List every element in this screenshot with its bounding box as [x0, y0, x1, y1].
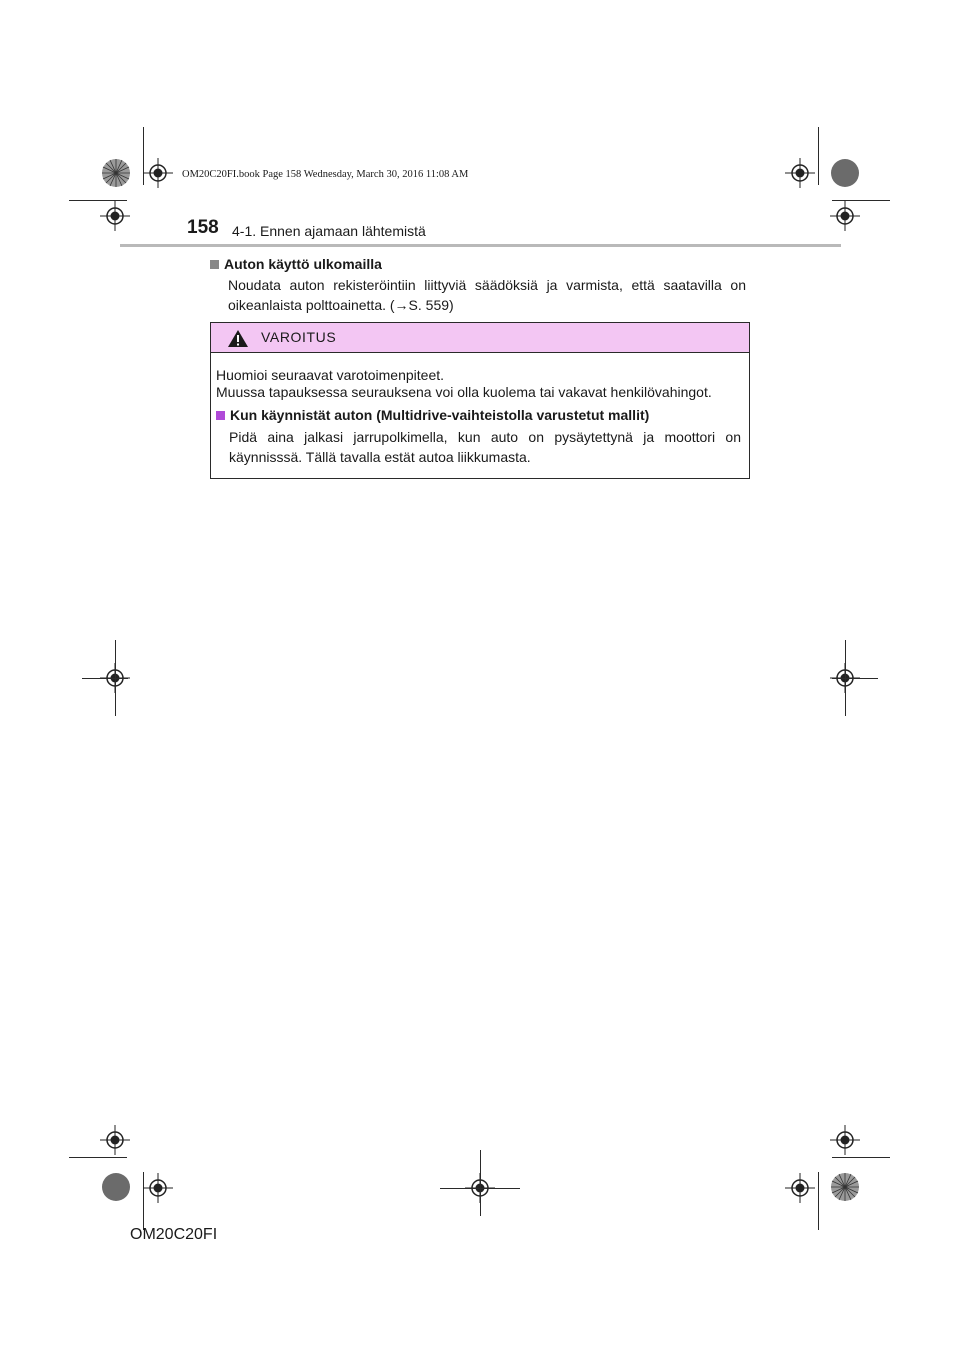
crop-line — [832, 678, 878, 679]
warning-intro-line1: Huomioi seuraavat varotoimenpiteet. — [216, 367, 445, 383]
square-bullet-icon — [210, 260, 219, 269]
warning-subheading — [216, 407, 649, 423]
print-stamp: OM20C20FI.book Page 158 Wednesday, March 30, 2016 11:08 AM — [182, 169, 469, 180]
warning-intro — [216, 367, 744, 401]
solid-disc-mark-icon — [831, 159, 859, 187]
registration-crosshair-icon — [100, 201, 130, 231]
section-paragraph: Noudata auton rekisteröintiin liittyviä säädöksiä ja varmista, että saatavilla on oikeanlaista polttoainetta. (→S. 559) — [228, 277, 746, 313]
section-heading — [210, 256, 382, 272]
registration-crosshair-icon — [785, 1173, 815, 1203]
crop-line — [480, 1150, 481, 1216]
header-rule — [120, 244, 841, 247]
crop-line — [818, 127, 819, 185]
page-number: 158 — [187, 217, 219, 238]
warning-detail: Pidä aina jalkasi jarrupolkimella, kun auto on pysäytettynä ja moottori on käynnisssä. Tällä tavalla estät autoa liikkumasta. — [229, 429, 741, 465]
starburst-mark-icon — [830, 1172, 860, 1202]
solid-disc-mark-icon — [102, 1173, 130, 1201]
warning-header — [211, 323, 749, 353]
registration-crosshair-icon — [830, 201, 860, 231]
warning-intro-line2: Muussa tapauksessa seurauksena voi olla kuolema tai vakavat henkilövahingot. — [216, 384, 712, 400]
section-heading-text: Auton käyttö ulkomailla — [224, 256, 382, 272]
square-bullet-icon — [216, 411, 225, 420]
registration-crosshair-icon — [143, 158, 173, 188]
crop-line — [69, 1157, 127, 1158]
registration-crosshair-icon — [100, 1125, 130, 1155]
registration-crosshair-icon — [785, 158, 815, 188]
registration-crosshair-icon — [830, 1125, 860, 1155]
registration-crosshair-icon — [143, 1173, 173, 1203]
section-title: 4-1. Ennen ajamaan lähtemistä — [232, 223, 426, 239]
warning-label: VAROITUS — [261, 329, 337, 345]
warning-box — [210, 322, 750, 479]
crop-line — [82, 678, 128, 679]
footer-code: OM20C20FI — [130, 1226, 218, 1243]
warning-subheading-text: Kun käynnistät auton (Multidrive-vaihteistolla varustetut mallit) — [230, 407, 650, 423]
crop-line — [832, 1157, 890, 1158]
warning-triangle-icon — [227, 329, 249, 348]
crop-line — [818, 1172, 819, 1230]
crop-line — [440, 1188, 520, 1189]
starburst-mark-icon — [101, 158, 131, 188]
